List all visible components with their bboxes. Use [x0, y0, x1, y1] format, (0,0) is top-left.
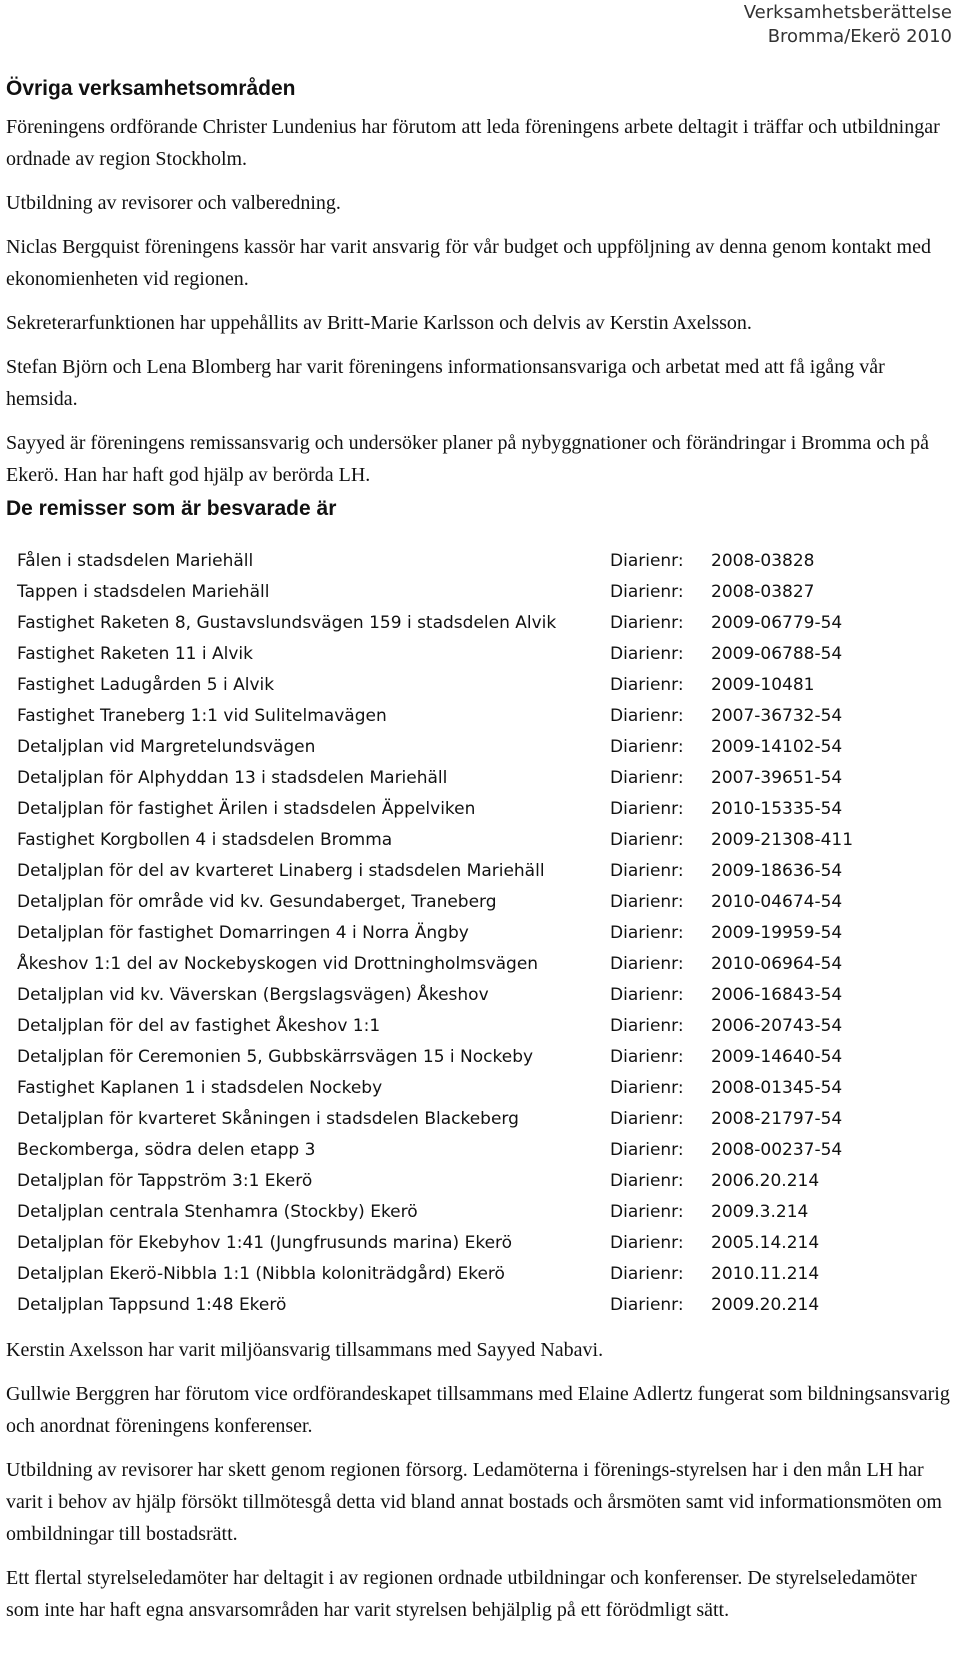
table-row [17, 825, 871, 856]
diarienr-number: 2006-16843-54 [711, 985, 843, 1005]
paragraph: Sekreterarfunktionen har uppehållits av Britt-Marie Karlsson och delvis av Kerstin Axelsson. [6, 312, 752, 334]
diarienr-number: 2009-10481 [711, 675, 815, 695]
referral-name: Fastighet Ladugården 5 i Alvik [17, 675, 275, 695]
referral-name: Detaljplan för fastighet Ärilen i stadsdelen Äppelviken [17, 799, 476, 819]
paragraph: Utbildning av revisorer och valberedning. [6, 192, 341, 214]
referral-name: Detaljplan för Ekebyhov 1:41 (Jungfrusunds marina) Ekerö [17, 1233, 513, 1253]
table-row [17, 1042, 871, 1073]
table-row [17, 980, 871, 1011]
section-heading-other-activities: Övriga verksamhetsområden [6, 77, 296, 100]
table-row [17, 1104, 871, 1135]
table-row [17, 856, 871, 887]
table-row [17, 639, 871, 670]
diarienr-number: 2006.20.214 [711, 1171, 820, 1191]
referral-name: Detaljplan för kvarteret Skåningen i stadsdelen Blackeberg [17, 1109, 519, 1129]
referral-name: Detaljplan vid kv. Väverskan (Bergslagsvägen) Åkeshov [17, 985, 489, 1005]
table-row [17, 763, 871, 794]
diarienr-number: 2005.14.214 [711, 1233, 820, 1253]
referral-name: Detaljplan för område vid kv. Gesundaberget, Traneberg [17, 892, 497, 912]
diarienr-label: Diarienr: [610, 1078, 684, 1098]
referral-name: Detaljplan Tappsund 1:48 Ekerö [17, 1295, 287, 1315]
diarienr-number: 2007-36732-54 [711, 706, 843, 726]
section-heading-answered-referrals: De remisser som är besvarade är [6, 497, 337, 520]
diarienr-number: 2009-21308-411 [711, 830, 854, 850]
referrals-table-body [17, 546, 871, 1321]
diarienr-number: 2009-14640-54 [711, 1047, 843, 1067]
referral-name: Detaljplan för del av kvarteret Linaberg i stadsdelen Mariehäll [17, 861, 545, 881]
diarienr-label: Diarienr: [610, 675, 684, 695]
paragraph: Sayyed är föreningens remissansvarig och undersöker planer på nybyggnationer och förändringar i Bromma och på Ekerö. Han har haft god hjälp av berörda LH. [6, 432, 930, 486]
diarienr-label: Diarienr: [610, 1264, 684, 1284]
diarienr-number: 2010-15335-54 [711, 799, 843, 819]
diarienr-number: 2008-03828 [711, 551, 815, 571]
diarienr-number: 2010-04674-54 [711, 892, 843, 912]
diarienr-number: 2009-14102-54 [711, 737, 843, 757]
diarienr-number: 2009-06779-54 [711, 613, 843, 633]
diarienr-number: 2009-19959-54 [711, 923, 843, 943]
diarienr-label: Diarienr: [610, 551, 684, 571]
table-row [17, 794, 871, 825]
referral-name: Fastighet Korgbollen 4 i stadsdelen Bromma [17, 830, 393, 850]
referral-name: Detaljplan centrala Stenhamra (Stockby) Ekerö [17, 1202, 418, 1222]
table-row [17, 670, 871, 701]
paragraph: Gullwie Berggren har förutom vice ordförandeskapet tillsammans med Elaine Adlertz fungerat som bildningsansvarig och anordnat föreningens konferenser. [6, 1383, 950, 1437]
diarienr-label: Diarienr: [610, 1171, 684, 1191]
table-row [17, 1290, 871, 1321]
table-row [17, 949, 871, 980]
diarienr-label: Diarienr: [610, 1202, 684, 1222]
referral-name: Fastighet Raketen 8, Gustavslundsvägen 159 i stadsdelen Alvik [17, 613, 557, 633]
diarienr-number: 2008-03827 [711, 582, 815, 602]
diarienr-label: Diarienr: [610, 954, 684, 974]
table-row [17, 546, 871, 577]
table-row [17, 1135, 871, 1166]
diarienr-number: 2006-20743-54 [711, 1016, 843, 1036]
paragraph: Ett flertal styrelseledamöter har deltagit i av regionen ordnade utbildningar och konferenser. De styrelseledamöter som inte har haft egna ansvarsområden har varit styrelsen behjälplig på ett förödmligt sätt. [6, 1567, 917, 1621]
document-body [6, 74, 951, 1638]
referral-name: Detaljplan vid Margretelundsvägen [17, 737, 316, 757]
referral-name: Fastighet Raketen 11 i Alvik [17, 644, 253, 664]
diarienr-number: 2007-39651-54 [711, 768, 843, 788]
table-row [17, 577, 871, 608]
referral-name: Detaljplan för Tappström 3:1 Ekerö [17, 1171, 313, 1191]
diarienr-label: Diarienr: [610, 706, 684, 726]
header-title: Verksamhetsberättelse [743, 2, 952, 23]
referral-name: Fastighet Kaplanen 1 i stadsdelen Nockeby [17, 1078, 383, 1098]
table-row [17, 1228, 871, 1259]
diarienr-number: 2008-21797-54 [711, 1109, 843, 1129]
diarienr-label: Diarienr: [610, 830, 684, 850]
referral-name: Fålen i stadsdelen Mariehäll [17, 551, 254, 571]
diarienr-number: 2010.11.214 [711, 1264, 820, 1284]
referral-name: Beckomberga, södra delen etapp 3 [17, 1140, 316, 1160]
closing-paragraphs [6, 1334, 951, 1626]
table-row [17, 1166, 871, 1197]
diarienr-number: 2009-18636-54 [711, 861, 843, 881]
diarienr-label: Diarienr: [610, 582, 684, 602]
diarienr-label: Diarienr: [610, 892, 684, 912]
table-row [17, 732, 871, 763]
diarienr-number: 2009.20.214 [711, 1295, 820, 1315]
referral-name: Fastighet Traneberg 1:1 vid Sulitelmavägen [17, 706, 387, 726]
table-row [17, 608, 871, 639]
diarienr-number: 2009.3.214 [711, 1202, 809, 1222]
diarienr-label: Diarienr: [610, 799, 684, 819]
page-header [652, 1, 952, 49]
diarienr-label: Diarienr: [610, 1295, 684, 1315]
diarienr-label: Diarienr: [610, 737, 684, 757]
diarienr-label: Diarienr: [610, 613, 684, 633]
diarienr-label: Diarienr: [610, 1047, 684, 1067]
referral-name: Detaljplan för Ceremonien 5, Gubbskärrsvägen 15 i Nockeby [17, 1047, 534, 1067]
diarienr-label: Diarienr: [610, 1140, 684, 1160]
referral-name: Detaljplan Ekerö-Nibbla 1:1 (Nibbla koloniträdgård) Ekerö [17, 1264, 505, 1284]
diarienr-number: 2009-06788-54 [711, 644, 843, 664]
paragraph: Föreningens ordförande Christer Lundenius har förutom att leda föreningens arbete deltagit i träffar och utbildningar ordnade av region Stockholm. [6, 116, 940, 170]
paragraph: Kerstin Axelsson har varit miljöansvarig tillsammans med Sayyed Nabavi. [6, 1339, 604, 1361]
table-row [17, 1073, 871, 1104]
referral-name: Åkeshov 1:1 del av Nockebyskogen vid Drottningholmsvägen [17, 954, 539, 974]
diarienr-label: Diarienr: [610, 985, 684, 1005]
table-row [17, 918, 871, 949]
diarienr-label: Diarienr: [610, 1233, 684, 1253]
diarienr-label: Diarienr: [610, 1109, 684, 1129]
table-row [17, 1259, 871, 1290]
table-row [17, 887, 871, 918]
table-row [17, 701, 871, 732]
referral-name: Detaljplan för Alphyddan 13 i stadsdelen Mariehäll [17, 768, 448, 788]
paragraph: Utbildning av revisorer har skett genom regionen försorg. Ledamöterna i förenings-styrelsen har i den mån LH har varit i behov av hjälp försökt tillmötesgå detta vid bland annat bostads och årsmöten samt vid informationsmöten om ombildningar till bostadsrätt. [6, 1459, 942, 1545]
paragraph: Niclas Bergquist föreningens kassör har varit ansvarig för vår budget och uppföljning av denna genom kontakt med ekonomienheten vid regionen. [6, 236, 931, 290]
referrals-table [17, 546, 871, 1321]
diarienr-number: 2008-01345-54 [711, 1078, 843, 1098]
header-subtitle: Bromma/Ekerö 2010 [767, 26, 952, 47]
paragraph: Stefan Björn och Lena Blomberg har varit föreningens informationsansvariga och arbetat med att få igång vår hemsida. [6, 356, 885, 410]
referral-name: Tappen i stadsdelen Mariehäll [17, 582, 270, 602]
diarienr-number: 2008-00237-54 [711, 1140, 843, 1160]
referral-name: Detaljplan för fastighet Domarringen 4 i Norra Ängby [17, 923, 469, 943]
diarienr-label: Diarienr: [610, 1016, 684, 1036]
table-row [17, 1011, 871, 1042]
diarienr-number: 2010-06964-54 [711, 954, 843, 974]
diarienr-label: Diarienr: [610, 768, 684, 788]
diarienr-label: Diarienr: [610, 644, 684, 664]
diarienr-label: Diarienr: [610, 923, 684, 943]
table-row [17, 1197, 871, 1228]
diarienr-label: Diarienr: [610, 861, 684, 881]
referral-name: Detaljplan för del av fastighet Åkeshov 1:1 [17, 1016, 381, 1036]
